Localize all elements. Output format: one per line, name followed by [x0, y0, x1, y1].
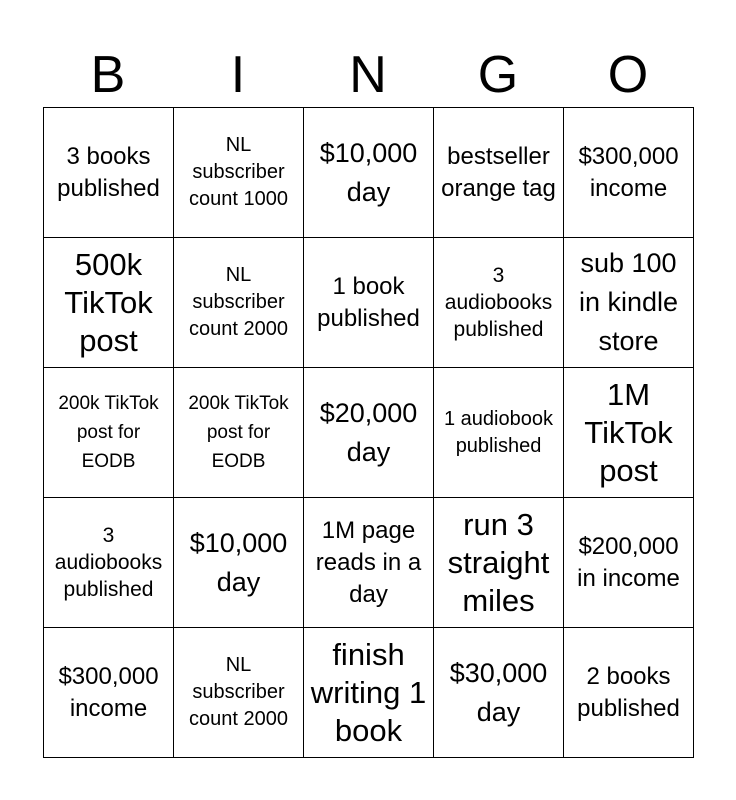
bingo-cell[interactable]: 1M TikTok post [564, 368, 694, 498]
header-letter-g: G [477, 46, 519, 104]
board-row [44, 628, 694, 758]
bingo-cell[interactable]: bestseller orange tag [434, 108, 564, 238]
bingo-cell[interactable]: 3 audiobooks published [434, 238, 564, 368]
board-row [44, 108, 694, 238]
header-letter-o: O [607, 46, 649, 104]
bingo-cell[interactable]: NL subscriber count 2000 [174, 238, 304, 368]
bingo-cell[interactable]: 1 audiobook published [434, 368, 564, 498]
bingo-cell[interactable]: sub 100 in kindle store [564, 238, 694, 368]
bingo-cell[interactable]: $30,000 day [434, 628, 564, 758]
bingo-cell[interactable]: $200,000 in income [564, 498, 694, 628]
board-row [44, 368, 694, 498]
bingo-cell[interactable]: 200k TikTok post for EODB [174, 368, 304, 498]
bingo-cell[interactable]: finish writing 1 book [304, 628, 434, 758]
bingo-board [43, 107, 694, 758]
bingo-cell[interactable]: 3 audiobooks published [44, 498, 174, 628]
bingo-cell[interactable]: 1 book published [304, 238, 434, 368]
bingo-cell[interactable]: 3 books published [44, 108, 174, 238]
bingo-header [43, 46, 693, 104]
header-letter-i: I [230, 46, 246, 104]
bingo-cell[interactable]: NL subscriber count 2000 [174, 628, 304, 758]
bingo-cell[interactable]: 1M page reads in a day [304, 498, 434, 628]
bingo-cell[interactable]: $300,000 income [564, 108, 694, 238]
board-row [44, 238, 694, 368]
bingo-cell[interactable]: $10,000 day [174, 498, 304, 628]
bingo-cell[interactable]: $300,000 income [44, 628, 174, 758]
bingo-cell[interactable]: 500k TikTok post [44, 238, 174, 368]
header-letter-n: N [349, 46, 387, 104]
bingo-cell[interactable]: run 3 straight miles [434, 498, 564, 628]
board-row [44, 498, 694, 628]
bingo-cell[interactable]: 200k TikTok post for EODB [44, 368, 174, 498]
bingo-cell[interactable]: NL subscriber count 1000 [174, 108, 304, 238]
bingo-cell[interactable]: 2 books published [564, 628, 694, 758]
bingo-cell[interactable]: $10,000 day [304, 108, 434, 238]
bingo-cell[interactable]: $20,000 day [304, 368, 434, 498]
header-letter-b: B [90, 46, 126, 104]
